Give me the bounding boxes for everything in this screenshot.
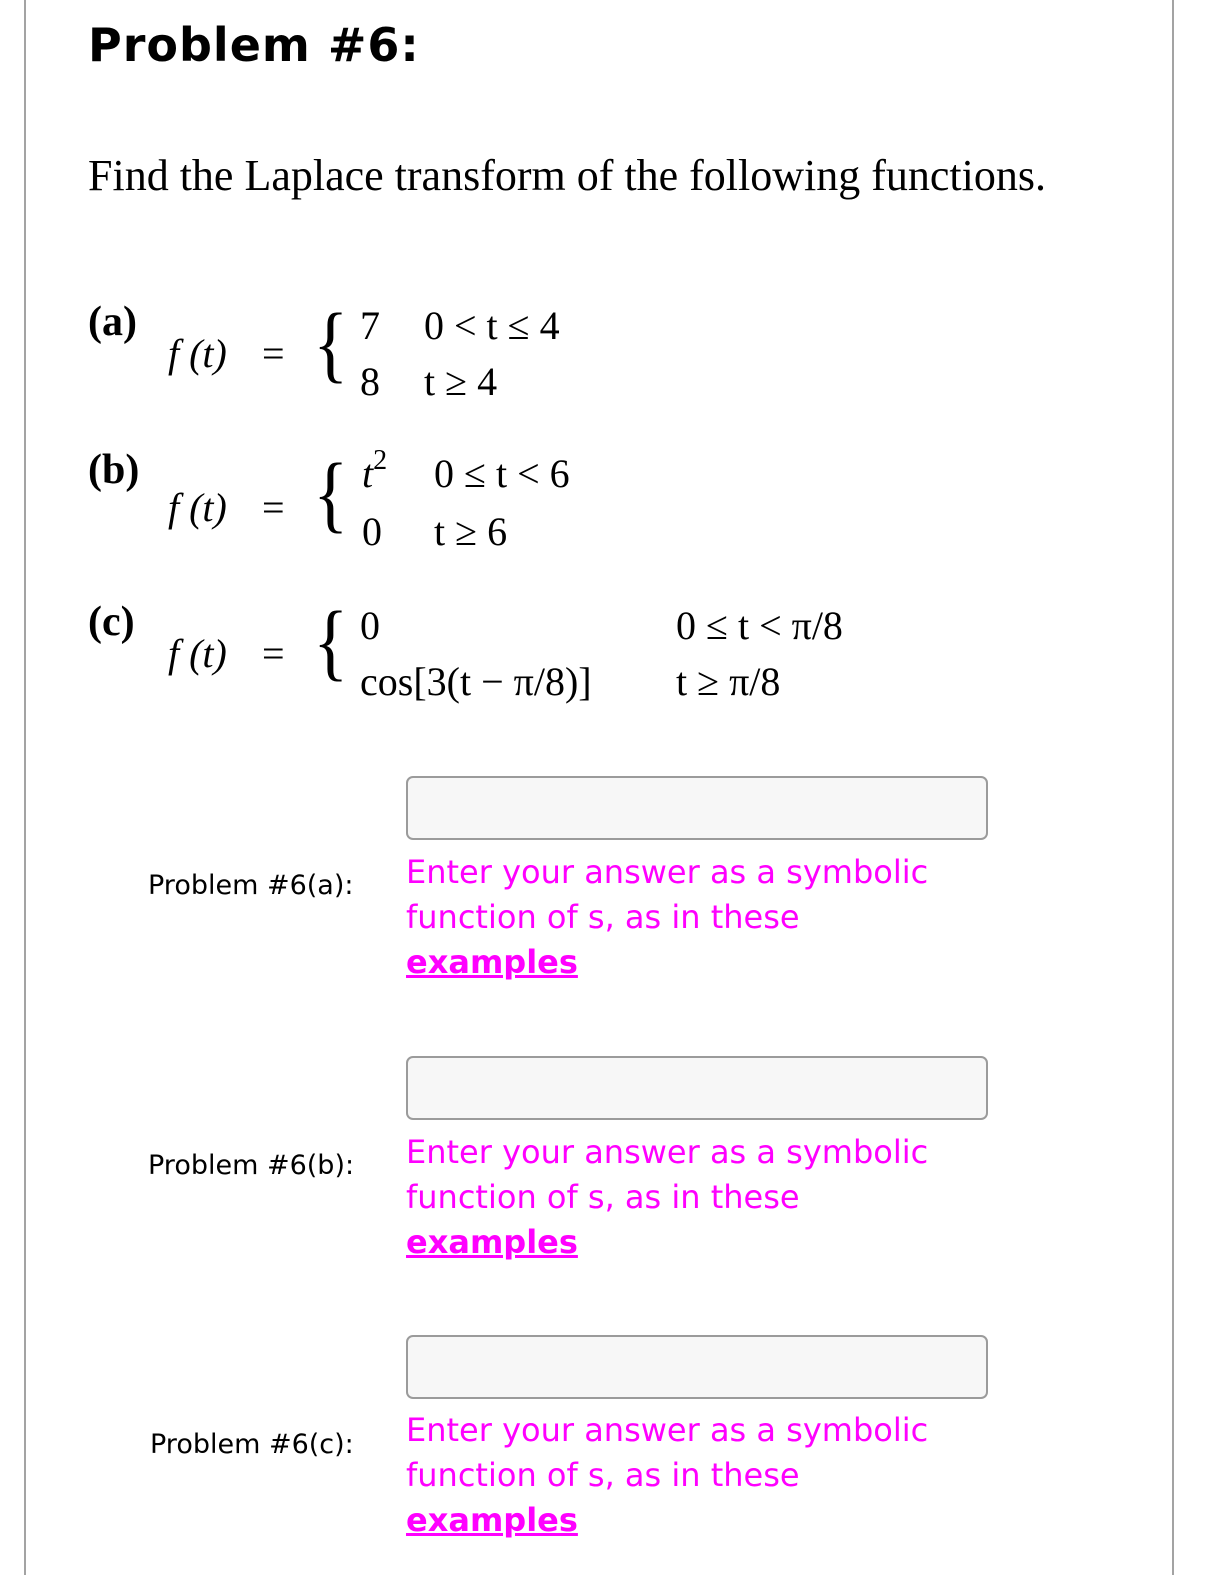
- problem-title: Problem #6:: [88, 18, 420, 72]
- part-b-case1-value: [362, 445, 388, 497]
- answer-c-input[interactable]: [406, 1335, 988, 1399]
- part-c-lhs: f (t): [168, 631, 227, 676]
- part-a-case2-value: 8: [360, 359, 380, 404]
- part-c-brace: {: [313, 593, 349, 689]
- answer-a-hint-text: Enter your answer as a symbolic function of s, as in these: [406, 853, 929, 936]
- answer-c-hint: [406, 1408, 966, 1543]
- answer-b-hint: [406, 1130, 966, 1265]
- part-c-case2-value: cos[3(t − π/8)]: [360, 659, 592, 704]
- part-a-case2-condition: t ≥ 4: [424, 359, 498, 404]
- answer-b-hint-text: Enter your answer as a symbolic function of s, as in these: [406, 1133, 929, 1216]
- part-c-case2-condition: t ≥ π/8: [676, 659, 781, 704]
- part-b-lhs: f (t): [168, 485, 227, 530]
- answer-b-label: Problem #6(b):: [148, 1150, 355, 1181]
- answer-b-examples-link[interactable]: examples: [406, 1223, 578, 1261]
- part-c-label: (c): [88, 599, 135, 645]
- answer-b-input[interactable]: [406, 1056, 988, 1120]
- part-b-case2-value: 0: [362, 509, 382, 554]
- part-b-case1-condition: 0 ≤ t < 6: [434, 451, 570, 496]
- answer-a-hint: [406, 850, 966, 985]
- answer-a-examples-link[interactable]: examples: [406, 943, 578, 981]
- part-b-case1-base: t: [362, 451, 374, 496]
- part-b-equals: =: [262, 485, 285, 530]
- part-a-brace: {: [313, 295, 349, 391]
- answer-a-label: Problem #6(a):: [148, 870, 354, 901]
- part-a-case1-condition: 0 < t ≤ 4: [424, 303, 560, 348]
- part-a-lhs: f (t): [168, 331, 227, 376]
- part-c-equals: =: [262, 631, 285, 676]
- instructions: Find the Laplace transform of the following functions.: [88, 151, 1046, 200]
- part-b-case2-condition: t ≥ 6: [434, 509, 508, 554]
- part-a-equals: =: [262, 331, 285, 376]
- part-a-label: (a): [88, 299, 137, 345]
- answer-c-label: Problem #6(c):: [150, 1429, 354, 1460]
- part-c-case1-condition: 0 ≤ t < π/8: [676, 603, 843, 648]
- answer-c-examples-link[interactable]: examples: [406, 1501, 578, 1539]
- part-b-label: (b): [88, 447, 140, 493]
- answer-c-hint-text: Enter your answer as a symbolic function of s, as in these: [406, 1411, 929, 1494]
- answer-a-input[interactable]: [406, 776, 988, 840]
- part-c-case1-value: 0: [360, 603, 380, 648]
- part-b-case1-exponent: 2: [373, 445, 388, 476]
- part-a-case1-value: 7: [360, 303, 380, 348]
- part-b-brace: {: [313, 445, 349, 541]
